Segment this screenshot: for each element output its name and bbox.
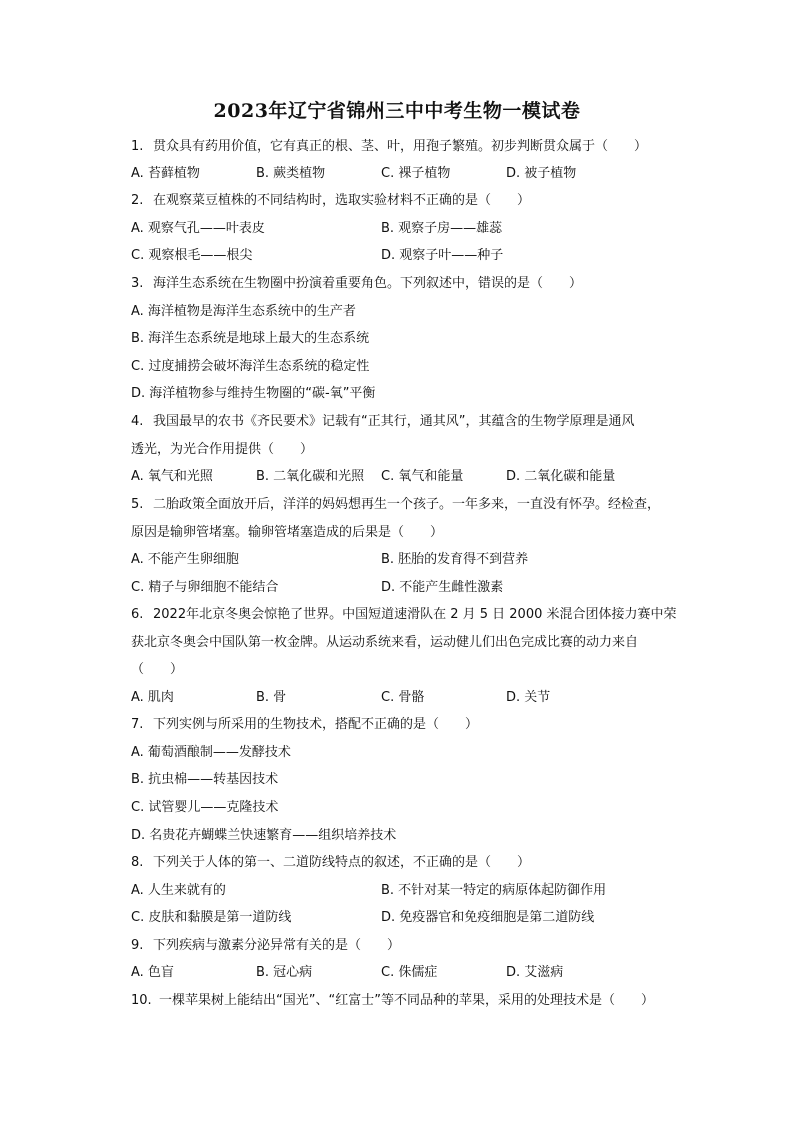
option-b: B. 不针对某一特定的病原体起防御作用	[381, 883, 607, 898]
question-6	[131, 607, 677, 623]
option-c: C. 裸子植物	[381, 166, 451, 181]
question-1	[131, 139, 647, 155]
option-a: A. 葡萄酒酿制——发酵技术	[131, 745, 291, 760]
option-d: D. 二氧化碳和能量	[506, 469, 616, 484]
question-text: 我国最早的农书《齐民要术》记载有“正其行，通其风”，其蕴含的生物学原理是通风	[153, 414, 635, 429]
option-a: A. 不能产生卵细胞	[131, 552, 239, 567]
option-a: A. 人生来就有的	[131, 883, 226, 898]
option-d: D. 名贵花卉蝴蝶兰快速繁育——组织培养技术	[131, 828, 397, 843]
question-text: 下列疾病与激素分泌异常有关的是（ ）	[153, 938, 401, 953]
question-number: 10.	[131, 993, 152, 1008]
option-c: C. 观察根毛——根尖	[131, 248, 253, 263]
option-a: A. 氧气和光照	[131, 469, 213, 484]
question-text: 在观察菜豆植株的不同结构时，选取实验材料不正确的是（ ）	[153, 193, 531, 208]
option-b: B. 胚胎的发育得不到营养	[381, 552, 529, 567]
question-number: 9.	[131, 938, 144, 953]
option-b: B. 二氧化碳和光照	[256, 469, 365, 484]
option-c: C. 过度捕捞会破坏海洋生态系统的稳定性	[131, 359, 370, 374]
question-5	[131, 497, 660, 513]
question-text: 下列关于人体的第一、二道防线特点的叙述，不正确的是（ ）	[153, 855, 531, 870]
option-d: D. 海洋植物参与维持生物圈的“碳-氧”平衡	[131, 386, 376, 401]
option-d: D. 不能产生雌性激素	[381, 580, 504, 595]
question-2	[131, 193, 530, 209]
question-4	[131, 414, 634, 430]
question-text: 海洋生态系统在生物圈中扮演着重要角色。下列叙述中，错误的是（ ）	[153, 276, 583, 291]
question-text: 贯众具有药用价值，它有真正的根、茎、叶，用孢子繁殖。初步判断贯众属于（ ）	[153, 139, 648, 154]
question-number: 5.	[131, 497, 144, 512]
question-text: 2022年北京冬奥会惊艳了世界。中国短道速滑队在 2 月 5 日 2000 米混合团体接力赛中荣	[153, 607, 677, 622]
question-8	[131, 855, 530, 871]
page-title: 2023年辽宁省锦州三中中考生物一模试卷	[213, 100, 581, 122]
question-number: 2.	[131, 193, 144, 208]
option-a: A. 色盲	[131, 965, 174, 980]
option-a: A. 肌肉	[131, 690, 174, 705]
question-5-continued: 原因是输卵管堵塞。输卵管堵塞造成的后果是（ ）	[131, 525, 444, 540]
option-c: C. 氧气和能量	[381, 469, 464, 484]
option-c: C. 精子与卵细胞不能结合	[131, 580, 279, 595]
option-b: B. 海洋生态系统是地球上最大的生态系统	[131, 331, 370, 346]
option-b: B. 蕨类植物	[256, 166, 326, 181]
option-a: A. 观察气孔——叶表皮	[131, 221, 265, 236]
option-d: D. 被子植物	[506, 166, 577, 181]
question-6-continued: 获北京冬奥会中国队第一枚金牌。从运动系统来看，运动健儿们出色完成比赛的动力来自	[131, 635, 639, 650]
question-6-continued: （ ）	[131, 662, 184, 677]
option-c: C. 侏儒症	[381, 965, 438, 980]
option-c: C. 试管婴儿——克隆技术	[131, 800, 279, 815]
option-a: A. 苔藓植物	[131, 166, 200, 181]
question-number: 3.	[131, 276, 144, 291]
option-d: D. 免疫器官和免疫细胞是第二道防线	[381, 910, 595, 925]
option-a: A. 海洋植物是海洋生态系统中的生产者	[131, 304, 356, 319]
question-7	[131, 717, 478, 733]
option-b: B. 抗虫棉——转基因技术	[131, 772, 279, 787]
question-4-continued: 透光，为光合作用提供（ ）	[131, 442, 314, 457]
question-number: 6.	[131, 607, 144, 622]
option-b: B. 冠心病	[256, 965, 313, 980]
question-3	[131, 276, 582, 292]
option-b: B. 骨	[256, 690, 287, 705]
option-d: D. 艾滋病	[506, 965, 564, 980]
question-10	[131, 993, 654, 1009]
option-c: C. 骨骼	[381, 690, 425, 705]
question-number: 8.	[131, 855, 144, 870]
question-number: 7.	[131, 717, 144, 732]
option-b: B. 观察子房——雄蕊	[381, 221, 503, 236]
option-d: D. 观察子叶——种子	[381, 248, 504, 263]
option-c: C. 皮肤和黏膜是第一道防线	[131, 910, 292, 925]
question-text: 一棵苹果树上能结出“国光”、“红富士”等不同品种的苹果，采用的处理技术是（ ）	[159, 993, 654, 1008]
question-9	[131, 938, 400, 954]
question-text: 下列实例与所采用的生物技术，搭配不正确的是（ ）	[153, 717, 479, 732]
question-number: 1.	[131, 139, 144, 154]
question-text: 二胎政策全面放开后，洋洋的妈妈想再生一个孩子。一年多来，一直没有怀孕。经检查，	[153, 497, 661, 512]
question-number: 4.	[131, 414, 144, 429]
option-d: D. 关节	[506, 690, 551, 705]
